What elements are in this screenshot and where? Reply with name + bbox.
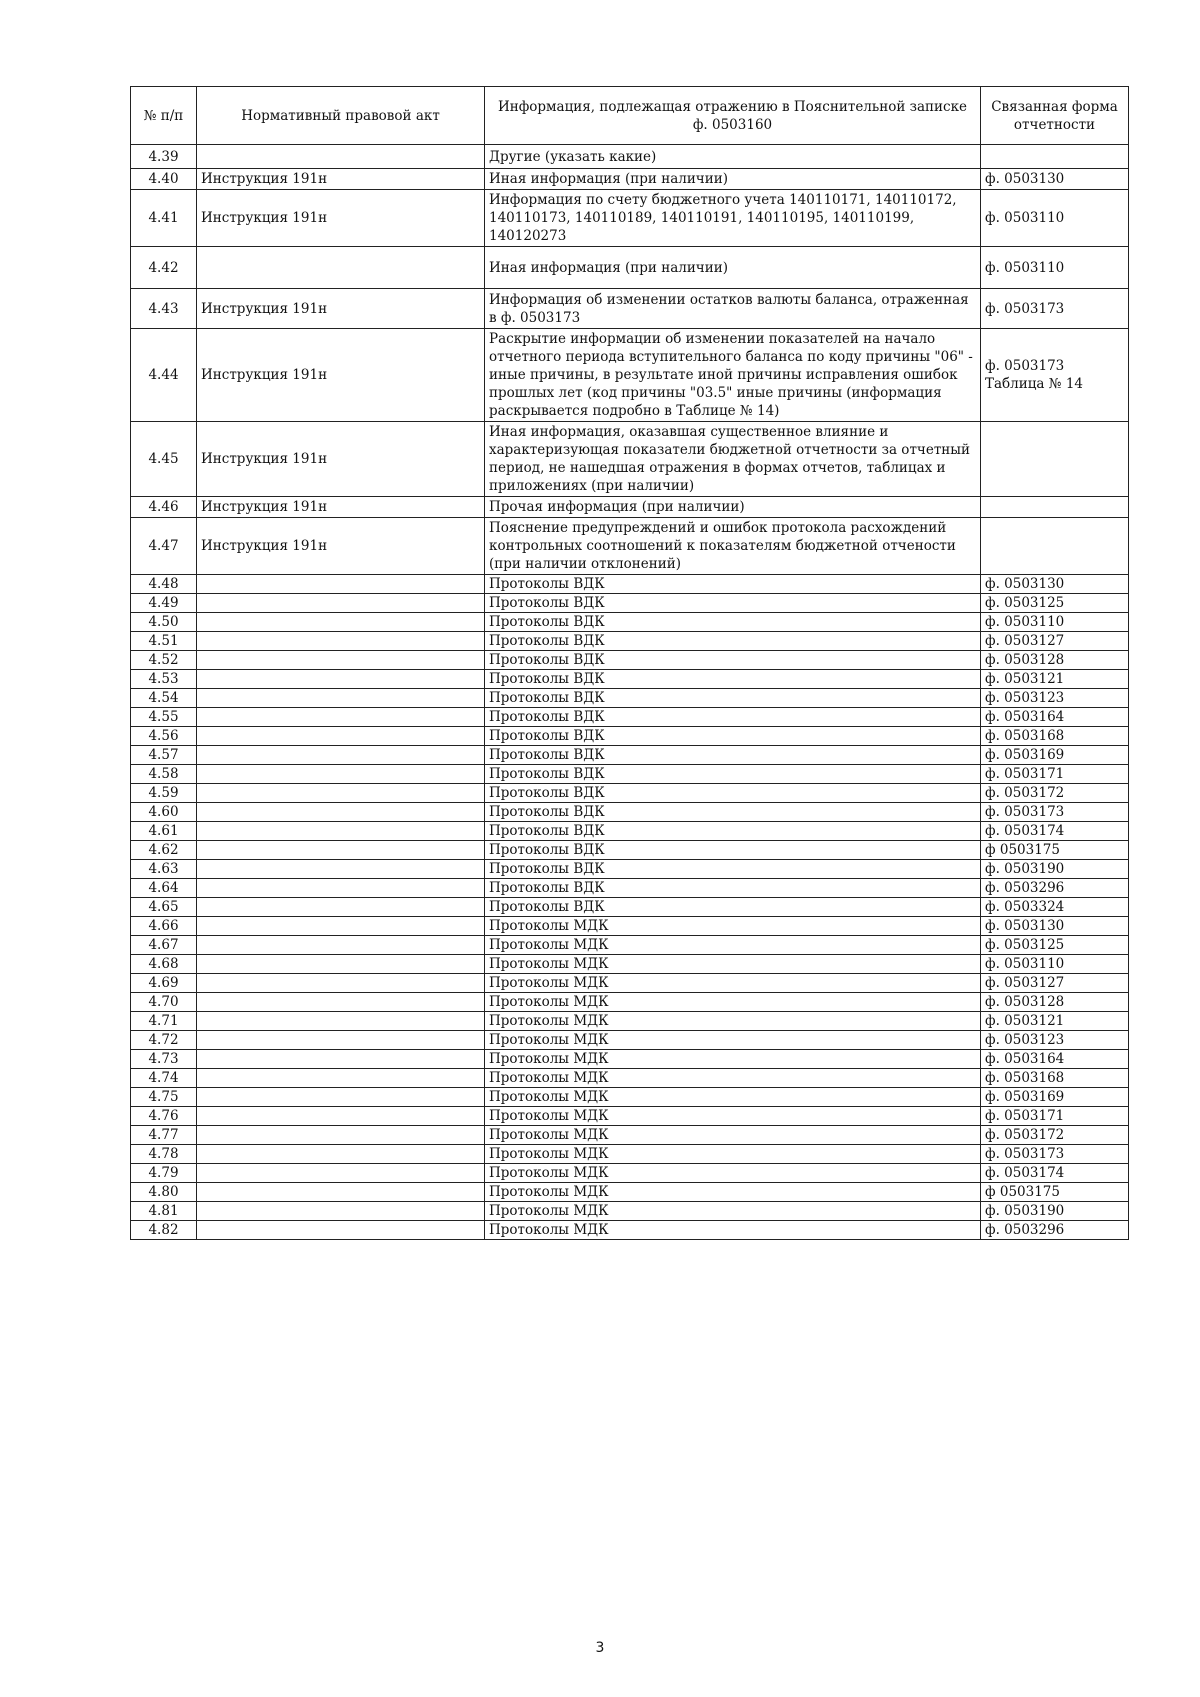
table-row bbox=[131, 1088, 1129, 1107]
table-body bbox=[131, 145, 1129, 1240]
row-act bbox=[197, 784, 485, 803]
row-act bbox=[197, 1107, 485, 1126]
row-info: Протоколы ВДК bbox=[485, 613, 981, 632]
row-info: Прочая информация (при наличии) bbox=[485, 497, 981, 518]
row-number: 4.73 bbox=[131, 1050, 197, 1069]
row-number: 4.47 bbox=[131, 518, 197, 575]
row-form: ф 0503175 bbox=[981, 841, 1129, 860]
row-number: 4.41 bbox=[131, 190, 197, 247]
row-act bbox=[197, 1031, 485, 1050]
row-number: 4.74 bbox=[131, 1069, 197, 1088]
row-number: 4.82 bbox=[131, 1221, 197, 1240]
header-form: Связанная форма отчетности bbox=[981, 87, 1129, 145]
row-number: 4.68 bbox=[131, 955, 197, 974]
row-act bbox=[197, 1145, 485, 1164]
table-row bbox=[131, 670, 1129, 689]
row-number: 4.49 bbox=[131, 594, 197, 613]
row-info: Протоколы ВДК bbox=[485, 727, 981, 746]
row-info: Протоколы МДК bbox=[485, 955, 981, 974]
row-number: 4.42 bbox=[131, 247, 197, 289]
row-info: Протоколы ВДК bbox=[485, 879, 981, 898]
row-info: Пояснение предупреждений и ошибок протокола расхождений контрольных соотношений к показателям бюджетной отчености (при наличии отклонений) bbox=[485, 518, 981, 575]
table-row bbox=[131, 1145, 1129, 1164]
row-act bbox=[197, 898, 485, 917]
row-info: Протоколы ВДК bbox=[485, 860, 981, 879]
table-row bbox=[131, 898, 1129, 917]
row-form: ф 0503175 bbox=[981, 1183, 1129, 1202]
table-row bbox=[131, 1107, 1129, 1126]
row-form: ф. 0503190 bbox=[981, 1202, 1129, 1221]
row-form: ф. 0503110 bbox=[981, 247, 1129, 289]
row-number: 4.55 bbox=[131, 708, 197, 727]
row-form: ф. 0503169 bbox=[981, 1088, 1129, 1107]
row-act bbox=[197, 993, 485, 1012]
row-act: Инструкция 191н bbox=[197, 497, 485, 518]
table-row bbox=[131, 632, 1129, 651]
row-info: Протоколы МДК bbox=[485, 993, 981, 1012]
row-number: 4.39 bbox=[131, 145, 197, 169]
table-row bbox=[131, 422, 1129, 497]
row-info: Протоколы ВДК bbox=[485, 632, 981, 651]
row-act bbox=[197, 879, 485, 898]
row-form: ф. 0503130 bbox=[981, 575, 1129, 594]
table-row bbox=[131, 613, 1129, 632]
row-form: ф. 0503121 bbox=[981, 670, 1129, 689]
row-number: 4.58 bbox=[131, 765, 197, 784]
row-act bbox=[197, 860, 485, 879]
table-row bbox=[131, 1183, 1129, 1202]
table-row bbox=[131, 993, 1129, 1012]
page-number: 3 bbox=[595, 1640, 605, 1656]
table-row bbox=[131, 708, 1129, 727]
row-form: ф. 0503173 bbox=[981, 1145, 1129, 1164]
row-act bbox=[197, 1088, 485, 1107]
row-act bbox=[197, 803, 485, 822]
header-num: № п/п bbox=[131, 87, 197, 145]
row-info: Протоколы ВДК bbox=[485, 898, 981, 917]
row-info: Другие (указать какие) bbox=[485, 145, 981, 169]
table-row bbox=[131, 651, 1129, 670]
row-number: 4.46 bbox=[131, 497, 197, 518]
row-info: Протоколы ВДК bbox=[485, 841, 981, 860]
row-form bbox=[981, 145, 1129, 169]
row-info: Протоколы МДК bbox=[485, 1183, 981, 1202]
row-act bbox=[197, 708, 485, 727]
row-number: 4.60 bbox=[131, 803, 197, 822]
row-form: ф. 0503164 bbox=[981, 708, 1129, 727]
row-form bbox=[981, 422, 1129, 497]
row-form: ф. 0503168 bbox=[981, 727, 1129, 746]
table-row bbox=[131, 917, 1129, 936]
row-number: 4.44 bbox=[131, 329, 197, 422]
row-form: ф. 0503173 bbox=[981, 289, 1129, 329]
row-number: 4.40 bbox=[131, 169, 197, 190]
row-act: Инструкция 191н bbox=[197, 190, 485, 247]
table-row bbox=[131, 727, 1129, 746]
row-form: ф. 0503128 bbox=[981, 993, 1129, 1012]
row-act: Инструкция 191н bbox=[197, 329, 485, 422]
table-row bbox=[131, 879, 1129, 898]
table-row bbox=[131, 860, 1129, 879]
row-act bbox=[197, 670, 485, 689]
row-act bbox=[197, 1164, 485, 1183]
table-row bbox=[131, 594, 1129, 613]
row-number: 4.64 bbox=[131, 879, 197, 898]
row-act: Инструкция 191н bbox=[197, 289, 485, 329]
row-info: Протоколы ВДК bbox=[485, 708, 981, 727]
table-row bbox=[131, 689, 1129, 708]
table-row bbox=[131, 1031, 1129, 1050]
row-number: 4.76 bbox=[131, 1107, 197, 1126]
row-number: 4.54 bbox=[131, 689, 197, 708]
row-number: 4.66 bbox=[131, 917, 197, 936]
row-act bbox=[197, 575, 485, 594]
row-number: 4.52 bbox=[131, 651, 197, 670]
row-info: Протоколы ВДК bbox=[485, 651, 981, 670]
row-form: ф. 0503110 bbox=[981, 955, 1129, 974]
table-row bbox=[131, 1202, 1129, 1221]
row-number: 4.59 bbox=[131, 784, 197, 803]
row-act bbox=[197, 955, 485, 974]
row-info: Иная информация (при наличии) bbox=[485, 247, 981, 289]
row-act bbox=[197, 841, 485, 860]
table-row bbox=[131, 746, 1129, 765]
table-row bbox=[131, 765, 1129, 784]
row-form: ф. 0503123 bbox=[981, 689, 1129, 708]
table-row bbox=[131, 1126, 1129, 1145]
row-form: ф. 0503296 bbox=[981, 879, 1129, 898]
row-info: Протоколы МДК bbox=[485, 1012, 981, 1031]
row-form bbox=[981, 497, 1129, 518]
row-form: ф. 0503296 bbox=[981, 1221, 1129, 1240]
table-row bbox=[131, 289, 1129, 329]
row-act bbox=[197, 145, 485, 169]
row-info: Протоколы МДК bbox=[485, 1031, 981, 1050]
row-form: ф. 0503125 bbox=[981, 936, 1129, 955]
row-number: 4.67 bbox=[131, 936, 197, 955]
row-info: Протоколы ВДК bbox=[485, 689, 981, 708]
table-row bbox=[131, 803, 1129, 822]
table-row bbox=[131, 936, 1129, 955]
row-act bbox=[197, 613, 485, 632]
row-number: 4.71 bbox=[131, 1012, 197, 1031]
row-number: 4.75 bbox=[131, 1088, 197, 1107]
row-act bbox=[197, 689, 485, 708]
row-info: Информация об изменении остатков валюты баланса, отраженная в ф. 0503173 bbox=[485, 289, 981, 329]
row-act bbox=[197, 974, 485, 993]
row-act bbox=[197, 1069, 485, 1088]
row-info: Раскрытие информации об изменении показателей на начало отчетного периода вступительного баланса по коду причины "06" - иные причины, в результате иной причины исправления ошибок прошлых лет (код причины "03.5" иные причины (информация раскрывается подробно в Таблице № 14) bbox=[485, 329, 981, 422]
row-info: Протоколы МДК bbox=[485, 1088, 981, 1107]
row-form: ф. 0503110 bbox=[981, 190, 1129, 247]
row-info: Протоколы ВДК bbox=[485, 746, 981, 765]
row-form: ф. 0503168 bbox=[981, 1069, 1129, 1088]
row-info: Протоколы ВДК bbox=[485, 594, 981, 613]
row-act bbox=[197, 1221, 485, 1240]
row-form: ф. 0503169 bbox=[981, 746, 1129, 765]
row-form: ф. 0503171 bbox=[981, 1107, 1129, 1126]
row-info: Информация по счету бюджетного учета 140110171, 140110172, 140110173, 140110189, 140110191, 140110195, 140110199, 140120273 bbox=[485, 190, 981, 247]
row-act bbox=[197, 765, 485, 784]
row-form: ф. 0503110 bbox=[981, 613, 1129, 632]
row-act bbox=[197, 936, 485, 955]
row-form bbox=[981, 518, 1129, 575]
row-number: 4.61 bbox=[131, 822, 197, 841]
row-number: 4.56 bbox=[131, 727, 197, 746]
table-row bbox=[131, 822, 1129, 841]
row-act bbox=[197, 727, 485, 746]
header-row bbox=[131, 87, 1129, 145]
row-number: 4.69 bbox=[131, 974, 197, 993]
header-act: Нормативный правовой акт bbox=[197, 87, 485, 145]
table-row bbox=[131, 329, 1129, 422]
row-number: 4.78 bbox=[131, 1145, 197, 1164]
row-act: Инструкция 191н bbox=[197, 422, 485, 497]
row-number: 4.48 bbox=[131, 575, 197, 594]
table-row bbox=[131, 497, 1129, 518]
table-row bbox=[131, 1221, 1129, 1240]
row-form: ф. 0503127 bbox=[981, 632, 1129, 651]
row-act bbox=[197, 1050, 485, 1069]
row-form: ф. 0503127 bbox=[981, 974, 1129, 993]
row-info: Протоколы ВДК bbox=[485, 670, 981, 689]
row-number: 4.79 bbox=[131, 1164, 197, 1183]
row-info: Протоколы МДК bbox=[485, 1202, 981, 1221]
row-act bbox=[197, 247, 485, 289]
row-info: Протоколы ВДК bbox=[485, 575, 981, 594]
row-info: Протоколы ВДК bbox=[485, 803, 981, 822]
table-row bbox=[131, 1164, 1129, 1183]
row-form: ф. 0503130 bbox=[981, 169, 1129, 190]
row-act bbox=[197, 1126, 485, 1145]
table-row bbox=[131, 247, 1129, 289]
row-act bbox=[197, 594, 485, 613]
row-form: ф. 0503173 bbox=[981, 803, 1129, 822]
table-row bbox=[131, 169, 1129, 190]
row-form: ф. 0503171 bbox=[981, 765, 1129, 784]
row-act: Инструкция 191н bbox=[197, 518, 485, 575]
row-info: Протоколы ВДК bbox=[485, 765, 981, 784]
row-number: 4.70 bbox=[131, 993, 197, 1012]
row-info: Протоколы МДК bbox=[485, 1145, 981, 1164]
row-form: ф. 0503174 bbox=[981, 822, 1129, 841]
row-number: 4.50 bbox=[131, 613, 197, 632]
report-table bbox=[130, 86, 1129, 1240]
row-number: 4.51 bbox=[131, 632, 197, 651]
row-form: ф. 0503123 bbox=[981, 1031, 1129, 1050]
row-form: ф. 0503324 bbox=[981, 898, 1129, 917]
row-number: 4.77 bbox=[131, 1126, 197, 1145]
row-info: Протоколы ВДК bbox=[485, 784, 981, 803]
table-row bbox=[131, 784, 1129, 803]
row-form: ф. 0503172 bbox=[981, 1126, 1129, 1145]
row-act: Инструкция 191н bbox=[197, 169, 485, 190]
row-info: Протоколы МДК bbox=[485, 1126, 981, 1145]
row-act bbox=[197, 1012, 485, 1031]
row-number: 4.43 bbox=[131, 289, 197, 329]
row-act bbox=[197, 1183, 485, 1202]
table-row bbox=[131, 1069, 1129, 1088]
row-number: 4.53 bbox=[131, 670, 197, 689]
row-number: 4.62 bbox=[131, 841, 197, 860]
row-act bbox=[197, 917, 485, 936]
table-row bbox=[131, 190, 1129, 247]
table-row bbox=[131, 955, 1129, 974]
row-info: Протоколы ВДК bbox=[485, 822, 981, 841]
table-row bbox=[131, 145, 1129, 169]
row-info: Протоколы МДК bbox=[485, 1069, 981, 1088]
row-act bbox=[197, 651, 485, 670]
row-number: 4.63 bbox=[131, 860, 197, 879]
row-number: 4.57 bbox=[131, 746, 197, 765]
row-number: 4.65 bbox=[131, 898, 197, 917]
row-number: 4.80 bbox=[131, 1183, 197, 1202]
row-form: ф. 0503174 bbox=[981, 1164, 1129, 1183]
row-info: Протоколы МДК bbox=[485, 1164, 981, 1183]
header-info: Информация, подлежащая отражению в Пояснительной записке ф. 0503160 bbox=[485, 87, 981, 145]
row-number: 4.81 bbox=[131, 1202, 197, 1221]
row-number: 4.72 bbox=[131, 1031, 197, 1050]
row-act bbox=[197, 1202, 485, 1221]
row-form: ф. 0503190 bbox=[981, 860, 1129, 879]
row-info: Иная информация (при наличии) bbox=[485, 169, 981, 190]
row-act bbox=[197, 632, 485, 651]
row-number: 4.45 bbox=[131, 422, 197, 497]
row-form: ф. 0503128 bbox=[981, 651, 1129, 670]
row-form: ф. 0503173 Таблица № 14 bbox=[981, 329, 1129, 422]
row-act bbox=[197, 746, 485, 765]
row-info: Иная информация, оказавшая существенное влияние и характеризующая показатели бюджетной отчетности за отчетный период, не нашедшая отражения в формах отчетов, таблицах и приложениях (при наличии) bbox=[485, 422, 981, 497]
table-row bbox=[131, 518, 1129, 575]
row-info: Протоколы МДК bbox=[485, 936, 981, 955]
row-info: Протоколы МДК bbox=[485, 1221, 981, 1240]
row-info: Протоколы МДК bbox=[485, 1107, 981, 1126]
row-info: Протоколы МДК bbox=[485, 974, 981, 993]
row-form: ф. 0503164 bbox=[981, 1050, 1129, 1069]
row-form: ф. 0503172 bbox=[981, 784, 1129, 803]
row-info: Протоколы МДК bbox=[485, 917, 981, 936]
table-row bbox=[131, 575, 1129, 594]
row-form: ф. 0503125 bbox=[981, 594, 1129, 613]
row-form: ф. 0503130 bbox=[981, 917, 1129, 936]
table-row bbox=[131, 1012, 1129, 1031]
row-act bbox=[197, 822, 485, 841]
table-row bbox=[131, 974, 1129, 993]
table-row bbox=[131, 1050, 1129, 1069]
table-row bbox=[131, 841, 1129, 860]
row-info: Протоколы МДК bbox=[485, 1050, 981, 1069]
row-form: ф. 0503121 bbox=[981, 1012, 1129, 1031]
